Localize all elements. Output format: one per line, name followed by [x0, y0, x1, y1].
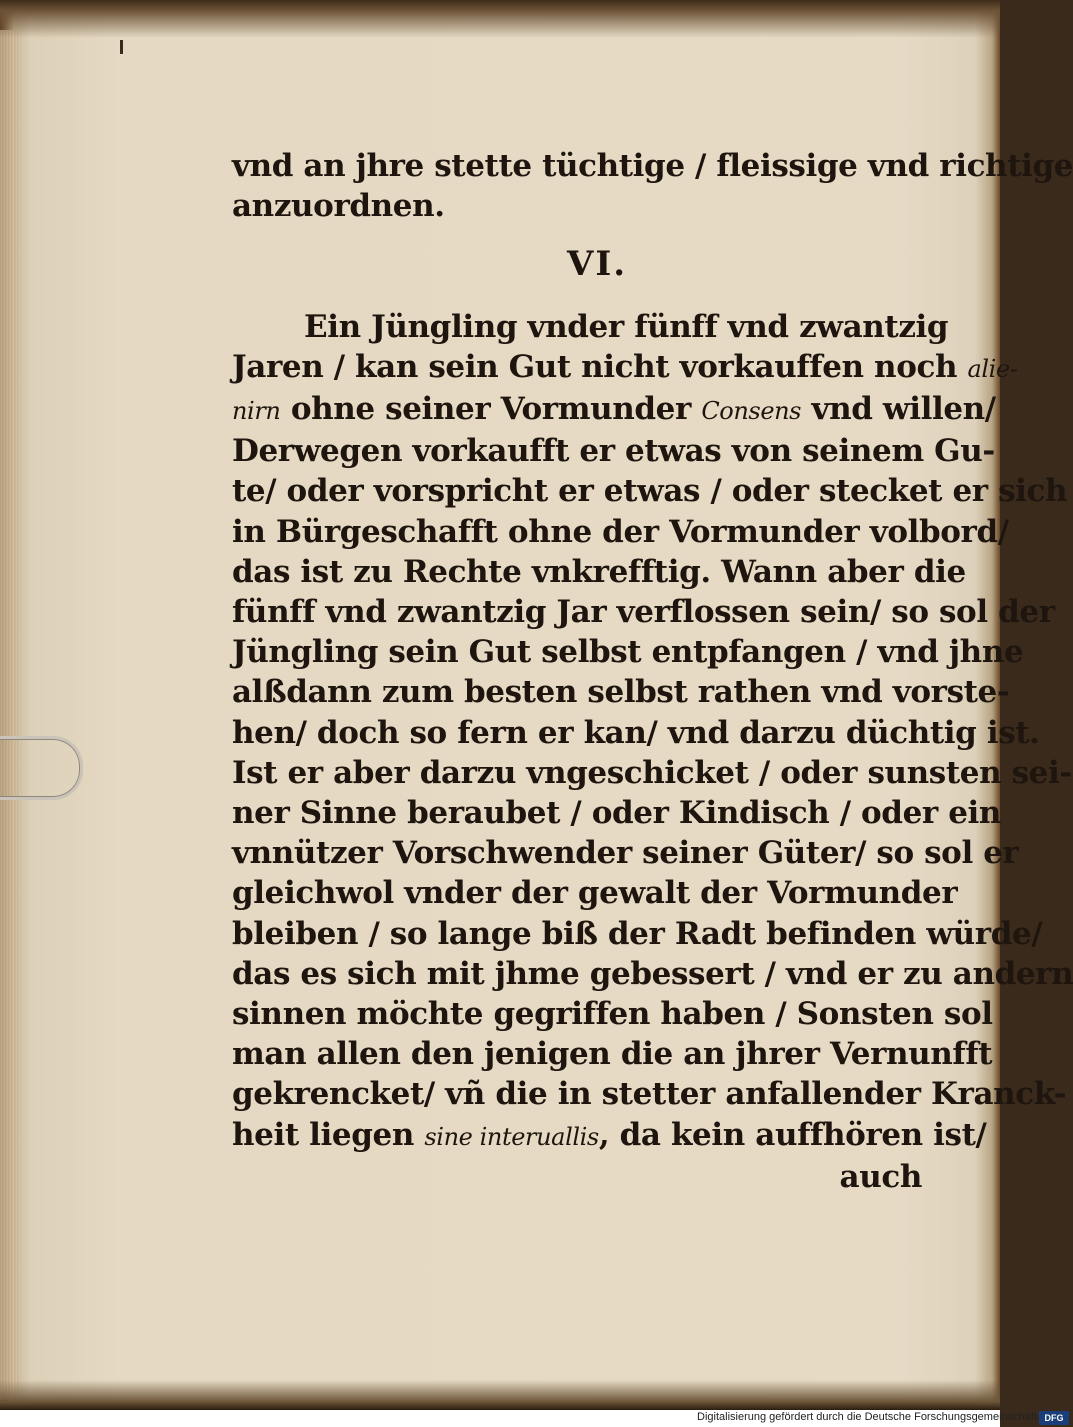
dfg-logo: DFG [1039, 1411, 1069, 1425]
paper-clip-image [0, 736, 83, 800]
text-line: das es sich mit jhme gebessert / vnd er zu andern [232, 955, 1073, 992]
body-text [232, 146, 1073, 1197]
text-fragment: , da kein auffhören ist/ [598, 1116, 987, 1153]
text-line: te/ oder vorspricht er etwas / oder stecket er sich [232, 473, 1068, 510]
latin-term: alie- [967, 354, 1018, 383]
text-line: Ein Jüngling vnder fünff vnd zwantzig [304, 308, 949, 345]
page-edges [0, 30, 18, 1400]
latin-term: nirn [232, 397, 281, 426]
text-line: das ist zu Rechte vnkrefftig. Wann aber die [232, 553, 966, 590]
text-fragment: vnd willen/ [811, 391, 996, 428]
text-line [232, 389, 996, 431]
text-line: anzuordnen. [232, 188, 445, 225]
latin-term: Consens [701, 397, 802, 426]
latin-term: sine interuallis [424, 1122, 599, 1151]
text-line: Jüngling sein Gut selbst entpfangen / vnd jhne [232, 634, 1024, 671]
margin-mark [120, 40, 123, 54]
text-line: fünff vnd zwantzig Jar verflossen sein/ so sol der [232, 594, 1055, 631]
text-line: vnnützer Vorschwender seiner Güter/ so sol er [232, 835, 1019, 872]
text-line: gleichwol vnder der gewalt der Vormunder [232, 875, 958, 912]
page-top-shadow [0, 0, 1000, 38]
page-bottom-shadow [0, 1380, 1000, 1410]
text-line: man allen den jenigen die an jhrer Vernunfft [232, 1036, 993, 1073]
text-line [232, 1115, 987, 1157]
text-line: vnd an jhre stette tüchtige / fleissige vnd richtige [232, 148, 1073, 184]
text-line: hen/ doch so fern er kan/ vnd darzu düchtig ist. [232, 714, 1040, 751]
footer-credit: Digitalisierung gefördert durch die Deutsche Forschungsgemeinschaft [697, 1411, 1037, 1423]
text-fragment: ohne seiner Vormunder [290, 391, 691, 428]
text-line [232, 347, 1018, 389]
text-fragment: heit liegen [232, 1116, 414, 1153]
text-line: alßdann zum besten selbst rathen vnd vorste- [232, 674, 1010, 711]
text-line: gekrencket/ vñ die in stetter anfallender Kranck- [232, 1076, 1067, 1113]
text-line: in Bürgeschafft ohne der Vormunder volbord/ [232, 513, 1009, 550]
text-line: sinnen möchte gegriffen haben / Sonsten sol [232, 996, 993, 1033]
section-heading: VI. [566, 244, 628, 285]
text-line: bleiben / so lange biß der Radt befinden würde/ [232, 915, 1043, 952]
text-fragment: Jaren / kan sein Gut nicht vorkauffen noch [232, 348, 958, 385]
text-line: ner Sinne beraubet / oder Kindisch / oder ein [232, 795, 1002, 832]
catchword: auch [839, 1158, 922, 1195]
text-line: Derwegen vorkaufft er etwas von seinem Gu- [232, 433, 995, 470]
text-line: Ist er aber darzu vngeschicket / oder sunsten sei- [232, 754, 1072, 791]
